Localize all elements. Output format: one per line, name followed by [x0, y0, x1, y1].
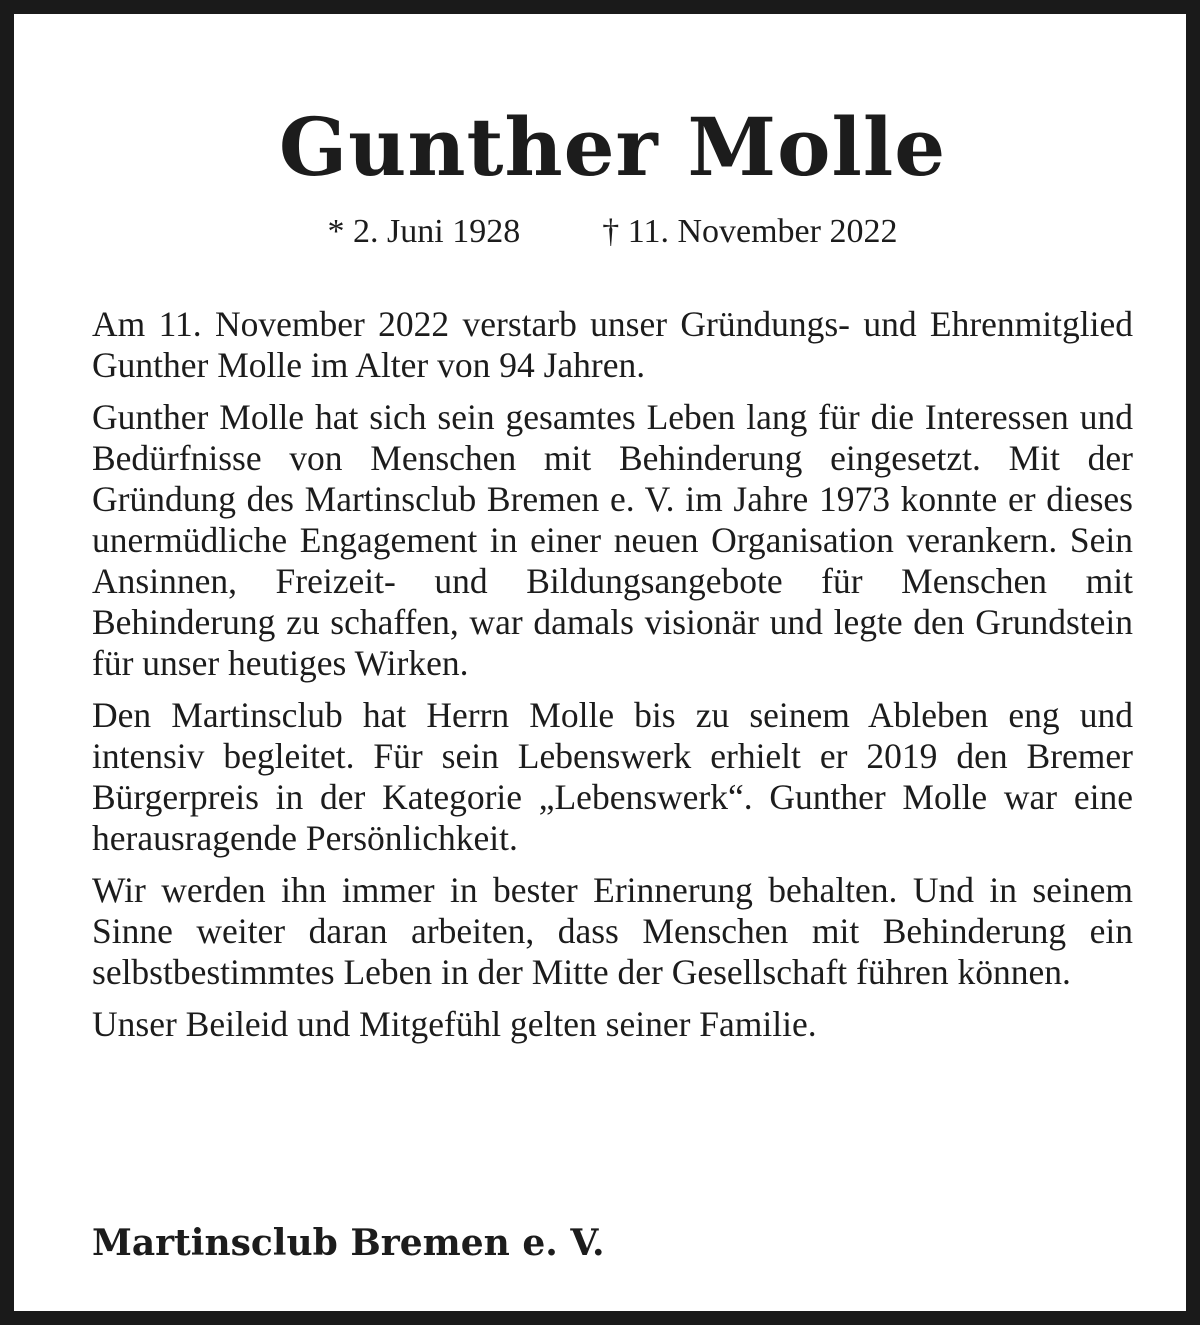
signature: Martinsclub Bremen e. V.	[92, 1222, 605, 1264]
paragraph-remembrance: Wir werden ihn immer in bester Erinnerung behalten. Und in seinem Sinne weiter daran arbeiten, dass Menschen mit Behinderung ein selbstbestimmtes Leben in der Mitte der Gesellschaft führen können.	[92, 870, 1133, 992]
death-date: † 11. November 2022	[602, 213, 898, 250]
paragraph-announcement: Am 11. November 2022 verstarb unser Gründungs- und Ehrenmitglied Gunther Molle im Alter von 94 Jahren.	[92, 304, 1133, 385]
life-dates	[92, 210, 1133, 254]
paragraph-honors: Den Martinsclub hat Herrn Molle bis zu seinem Ableben eng und intensiv begleitet. Für sein Lebenswerk erhielt er 2019 den Bremer Bürgerpreis in der Kategorie „Lebenswerk“. Gunther Molle war eine herausragende Persönlichkeit.	[92, 695, 1133, 858]
deceased-name: Gunther Molle	[278, 100, 947, 194]
birth-date: * 2. Juni 1928	[327, 213, 521, 250]
obituary-body	[92, 304, 1133, 1056]
paragraph-condolence: Unser Beileid und Mitgefühl gelten seiner Familie.	[92, 1004, 817, 1044]
paragraph-life-work: Gunther Molle hat sich sein gesamtes Leben lang für die Interessen und Bedürfnisse von Menschen mit Behinderung eingesetzt. Mit der Gründung des Martinsclub Bremen e. V. im Jahre 1973 konnte er dieses unermüdliche Engagement in einer neuen Organisation verankern. Sein Ansinnen, Freizeit- und Bildungsangebote für Menschen mit Behinderung zu schaffen, war damals visionär und legte den Grundstein für unser heutiges Wirken.	[92, 397, 1133, 683]
